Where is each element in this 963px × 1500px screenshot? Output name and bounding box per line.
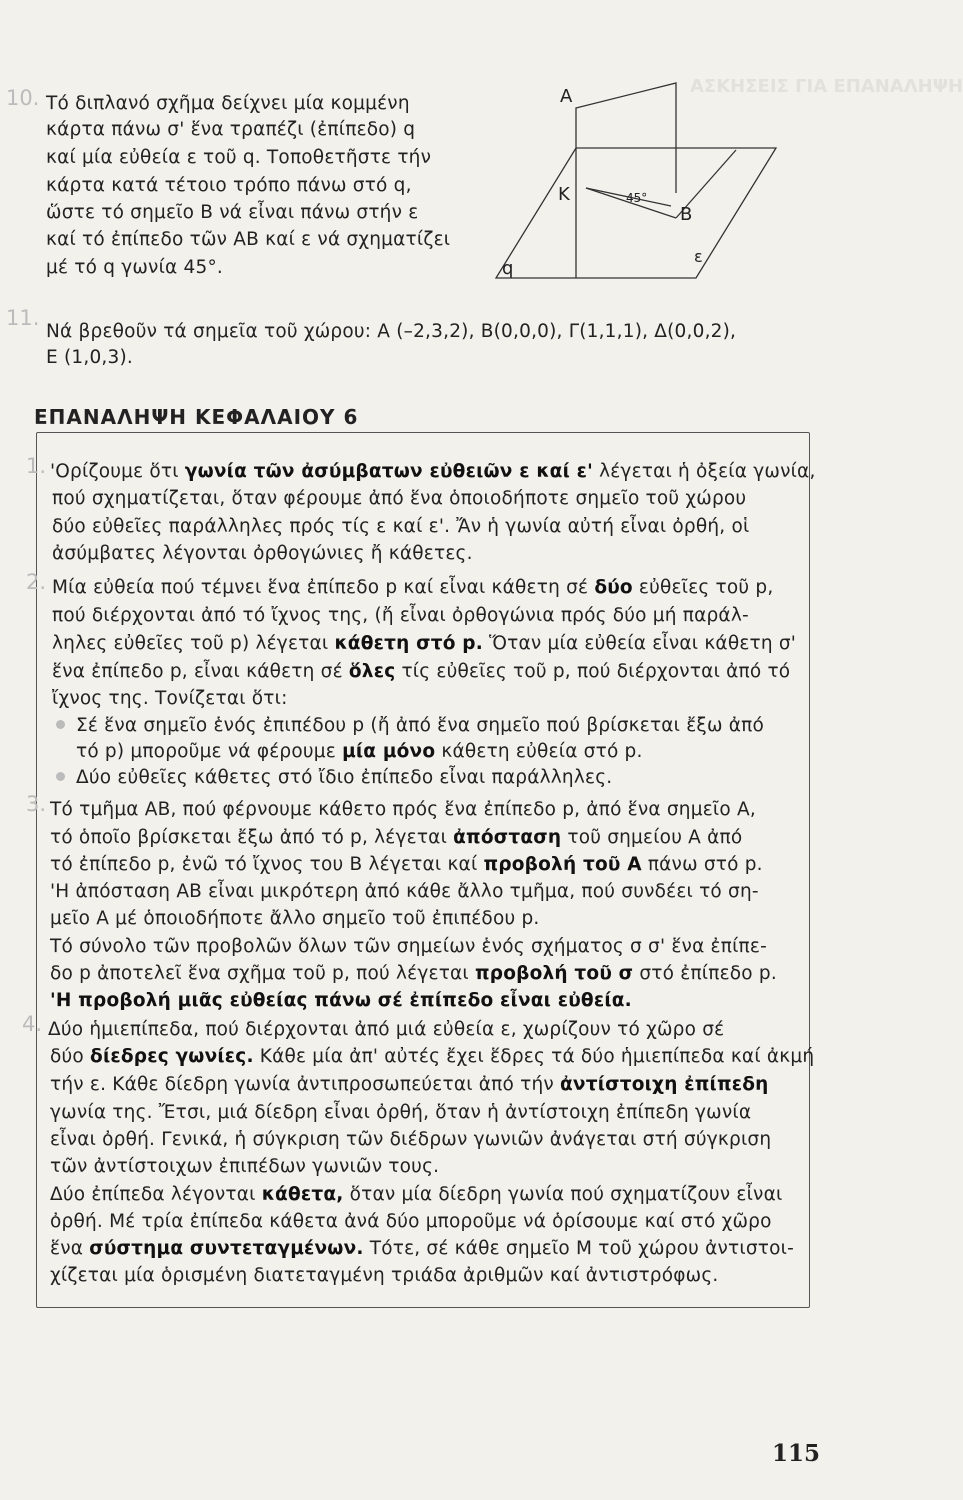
review-item-3-line: τό ὁποῖο βρίσκεται ἔξω ἀπό τό p, λέγεται ἀπόσταση τοῦ σημείου Α ἀπό — [50, 827, 743, 848]
review-item-2-line: ληλες εὐθεῖες τοῦ p) λέγεται κάθετη στό p. Ὅταν μία εὐθεία εἶναι κάθετη σ' — [52, 633, 797, 654]
review-item-2-bullet-line: Δύο εὐθεῖες κάθετες στό ἴδιο ἐπίπεδο εἶναι παράλληλες. — [76, 767, 613, 788]
exercise-10-line: κάρτα πάνω σ' ἕνα τραπέζι (ἐπίπεδο) q — [46, 119, 416, 140]
review-item-4-line: Δύο ἐπίπεδα λέγονται κάθετα, ὅταν μία δίεδρη γωνία πού σχηματίζουν εἶναι — [50, 1184, 783, 1205]
review-item-1-number: 1. — [26, 454, 47, 478]
page-number: 115 — [771, 1440, 820, 1467]
label-k: Κ — [558, 184, 570, 205]
exercise-11-line: Ε (1,0,3). — [46, 347, 133, 368]
review-item-2-number: 2. — [26, 570, 47, 594]
review-item-3-line: 'Η ἀπόσταση ΑΒ εἶναι μικρότερη ἀπό κάθε ἄλλο τμῆμα, πού συνδέει τό ση- — [50, 881, 759, 902]
review-item-3-number: 3. — [26, 792, 47, 816]
show-through-text: ΑΣΚΗΣΕΙΣ ΓΙΑ ΕΠΑΝΑΛΗΨΗ — [690, 76, 963, 97]
exercise-10-line: μέ τό q γωνία 45°. — [46, 257, 223, 278]
exercise-10-number: 10. — [6, 86, 40, 110]
label-b: Β — [680, 204, 693, 225]
review-item-4-line: χίζεται μία ὁρισμένη διατεταγμένη τριάδα ἀριθμῶν καί ἀντιστρόφως. — [50, 1265, 719, 1286]
review-item-3-line: μεῖο Α μέ ὁποιοδήποτε ἄλλο σημεῖο τοῦ ἐπιπέδου p. — [50, 908, 540, 929]
review-item-2-bullet-line: Σέ ἕνα σημεῖο ἑνός ἐπιπέδου p (ἤ ἀπό ἕνα σημεῖο πού βρίσκεται ἔξω ἀπό — [76, 715, 764, 736]
review-item-4-line: εἶναι ὀρθή. Γενικά, ἡ σύγκριση τῶν διέδρων γωνιῶν ἀνάγεται στή σύγκριση — [50, 1129, 772, 1150]
review-item-4-line: γωνία της. Ἔτσι, μιά δίεδρη εἶναι ὀρθή, ὅταν ἡ ἀντίστοιχη ἐπίπεδη γωνία — [50, 1102, 752, 1123]
review-item-3-line: δο p ἀποτελεῖ ἕνα σχῆμα τοῦ p, πού λέγεται προβολή τοῦ σ στό ἐπίπεδο p. — [50, 963, 777, 984]
label-a: Α — [560, 86, 573, 107]
review-item-4-line: δύο δίεδρες γωνίες. Κάθε μία ἀπ' αὐτές ἔχει ἕδρες τά δύο ἡμιεπίπεδα καί ἀκμή — [50, 1046, 815, 1067]
review-item-1-line: δύο εὐθεῖες παράλληλες πρός τίς ε καί ε'. Ἄν ἡ γωνία αὐτή εἶναι ὀρθή, οἱ — [52, 516, 750, 537]
plane-q-outline — [496, 148, 776, 278]
exercise-11-number: 11. — [6, 306, 40, 330]
review-item-4-line: ἕνα σύστημα συντεταγμένων. Τότε, σέ κάθε σημεῖο Μ τοῦ χώρου ἀντιστοι- — [50, 1238, 794, 1259]
review-item-2-line: Μία εὐθεία πού τέμνει ἕνα ἐπίπεδο p καί εἶναι κάθετη σέ δύο εὐθεῖες τοῦ p, — [52, 577, 774, 598]
chapter-review-heading: ΕΠΑΝΑΛΗΨΗ ΚΕΦΑΛΑΙΟΥ 6 — [34, 405, 359, 429]
review-item-4-line: ὀρθή. Μέ τρία ἐπίπεδα κάθετα ἀνά δύο μποροῦμε νά ὁρίσουμε καί στό χῶρο — [50, 1211, 772, 1232]
angle-label: 45° — [626, 191, 648, 205]
exercise-10-line: καί μία εὐθεία ε τοῦ q. Τοποθετῆστε τήν — [46, 147, 432, 168]
exercise-10-line: Τό διπλανό σχῆμα δείχνει μία κομμένη — [46, 93, 410, 114]
review-item-1-line: ἀσύμβατες λέγονται ὀρθογώνιες ἤ κάθετες. — [52, 543, 473, 564]
review-item-4-number: 4. — [22, 1012, 43, 1036]
exercise-10-line: καί τό ἐπίπεδο τῶν ΑΒ καί ε νά σχηματίζει — [46, 229, 451, 250]
exercise-10-line: κάρτα κατά τέτοιο τρόπο πάνω στό q, — [46, 175, 412, 196]
review-item-1-line: 'Ορίζουμε ὅτι γωνία τῶν ἀσύμβατων εὐθειῶν ε καί ε' λέγεται ἡ ὀξεία γωνία, — [50, 461, 816, 482]
review-item-3-line: Τό τμῆμα ΑΒ, πού φέρνουμε κάθετο πρός ἕνα ἐπίπεδο p, ἀπό ἕνα σημεῖο Α, — [50, 799, 756, 820]
card-on-table-figure — [476, 78, 786, 288]
exercise-10-line: ὥστε τό σημεῖο Β νά εἶναι πάνω στήν ε — [46, 202, 419, 223]
review-item-3-line: 'Η προβολή μιᾶς εὐθείας πάνω σέ ἐπίπεδο εἶναι εὐθεία. — [50, 990, 632, 1011]
review-item-2-bullet-line: τό p) μποροῦμε νά φέρουμε μία μόνο κάθετη εὐθεία στό p. — [76, 741, 643, 762]
bullet-dot — [56, 720, 65, 729]
review-item-3-line: Τό σύνολο τῶν προβολῶν ὅλων τῶν σημείων ἑνός σχήματος σ σ' ἕνα ἐπίπε- — [50, 936, 767, 957]
review-item-2-line: πού διέρχονται ἀπό τό ἴχνος της, (ἤ εἶναι ὀρθογώνια πρός δύο μή παράλ- — [52, 605, 749, 626]
review-item-2-line: ἕνα ἐπίπεδο p, εἶναι κάθετη σέ ὅλες τίς εὐθεῖες τοῦ p, πού διέρχονται ἀπό τό — [52, 661, 791, 682]
label-q: q — [502, 258, 514, 279]
review-item-1-line: πού σχηματίζεται, ὅταν φέρουμε ἀπό ἕνα ὁποιοδήποτε σημεῖο τοῦ χώρου — [52, 488, 747, 509]
bullet-dot — [56, 772, 65, 781]
review-item-2-line: ἴχνος της. Τονίζεται ὅτι: — [52, 688, 288, 709]
exercise-11-line: Νά βρεθοῦν τά σημεῖα τοῦ χώρου: Α (–2,3,2), Β(0,0,0), Γ(1,1,1), Δ(0,0,2), — [46, 321, 737, 342]
label-e: ε — [694, 247, 703, 266]
review-item-4-line: τήν ε. Κάθε δίεδρη γωνία ἀντιπροσωπεύεται ἀπό τήν ἀντίστοιχη ἐπίπεδη — [50, 1074, 769, 1095]
card-outline — [576, 83, 676, 278]
review-item-4-line: Δύο ἡμιεπίπεδα, πού διέρχονται ἀπό μιά εὐθεία ε, χωρίζουν τό χῶρο σέ — [48, 1019, 725, 1040]
review-item-4-line: τῶν ἀντίστοιχων ἐπιπέδων γωνιῶν τους. — [50, 1156, 440, 1177]
review-item-3-line: τό ἐπίπεδο p, ἐνῶ τό ἴχνος του Β λέγεται καί προβολή τοῦ Α πάνω στό p. — [50, 854, 763, 875]
